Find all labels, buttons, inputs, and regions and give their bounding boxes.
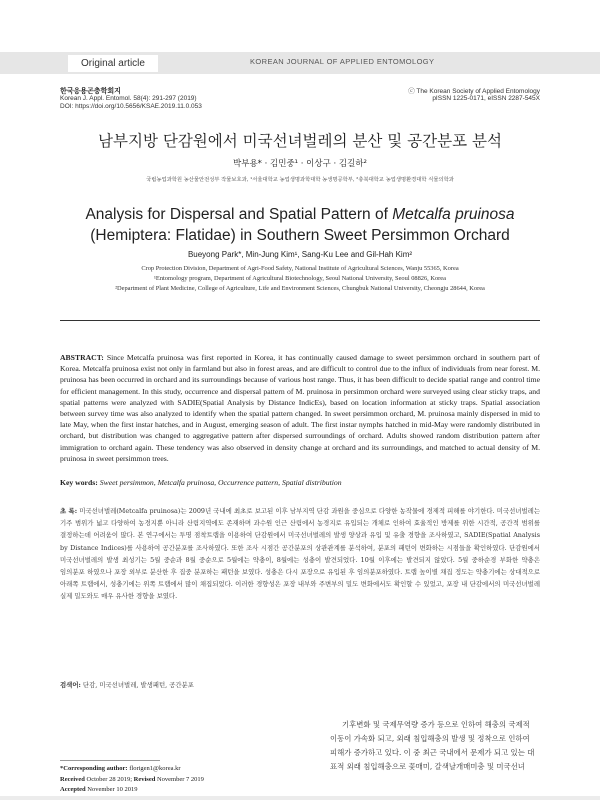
article-type-label: Original article: [68, 55, 158, 72]
abstract: [60, 352, 540, 464]
license-box: [0, 796, 600, 800]
intro-line: 이동이 가속화 되고, 외래 침입해충의 발생 및 정착으로 인하여: [330, 734, 530, 743]
korean-abstract-text: 미국선녀벌레(Metcalfa pruinosa)는 2009년 국내에 최초로 보고된 이후 남부지역 단감 과원을 중심으로 다양한 농작물에 경제적 피해를 야기한다. 미국선녀벌레는 기주 범위가 넓고 다양하여 농경지뿐 아니라 산림지역에도 존재하며 과수원 인근 산림에서 농경지로 유입되는 개체로 인하여 효율적인 방제를 위한 시간적, 공간적 범위를 결정하는데 어려움이 많다. 본 연구에서는 투명 점착트랩을 이용하여 단감원에서 미국선녀벌레의 발생 양상과 유입 및 유출 경향을 조사하였고, SADIE(Spatial Analysis by Distance Indices)를 사용하여 공간분포를 조사하였다. 또한 조사 시점간 공간분포의 상관관계를 분석하여, 분포의 패턴이 변화하는 시점들을 확인하였다. 단감원에서 미국선녀벌레의 발생 최성기는 5월 중순과 8월 중순으로 5월에는 약충이, 8월에는 성충이 발견되었다. 10월 이후에는 발견되지 않았다. 5월 중하순경 부화한 약충은 임의분포 하였으나 포장 외부로 분산한 후 집중 분포하는 패턴을 보였다. 성충은 다시 포장으로 유입된 후 임의분포하였다. 트랩 높이별 채집 정도는 약충기에는 상대적으로 아래쪽 트랩에서, 성충기에는 위쪽 트랩에서 많이 채집되었다. 이러한 경향성은 포장 내부와 주변부의 밀도 변화에서도 확인할 수 있었고, 포장 내 단감에서의 미국선녀벌레 실제 밀도와도 매우 유사한 경향을 보였다.: [60, 507, 540, 601]
received-date: October 28 2019;: [84, 776, 134, 783]
affiliation-english-1: Crop Protection Division, Department of Agri-Food Safety, National Institute of Agricultural Sciences, Wanju 55365, Korea: [141, 265, 459, 272]
authors-english: Bueyong Park*, Min-Jung Kim¹, Sang-Ku Lee and Gil-Hah Kim²: [187, 250, 413, 259]
corr-label: *Corresponding author:: [60, 765, 128, 772]
keywords-text: Sweet persimmon, Metcalfa pruinosa, Occurrence pattern, Spatial distribution: [97, 478, 342, 487]
title-prefix: Analysis for Dispersal and Spatial Pattern of: [85, 206, 393, 223]
revised-date: November 7 2019: [155, 776, 204, 783]
society-copyright: ⓒ The Korean Society of Applied Entomology: [408, 88, 540, 95]
title-english-line1: [0, 206, 600, 224]
title-english-line2: (Hemiptera: Flatidae) in Southern Sweet Persimmon Orchard: [90, 227, 510, 244]
journal-korean-name: 한국응용곤충학회지: [60, 88, 121, 95]
journal-name: KOREAN JOURNAL OF APPLIED ENTOMOLOGY: [250, 57, 435, 66]
corr-email[interactable]: florigen1@korea.kr: [127, 765, 181, 772]
section-divider: [60, 320, 540, 321]
revised-label: Revised: [133, 776, 156, 783]
affiliation-english-2: ¹Entomology program, Department of Agricultural Biotechnology, Seoul National University, Seoul 08826, Korea: [154, 275, 446, 282]
footnote-rule: [60, 760, 160, 761]
doi-link[interactable]: DOI: https://doi.org/10.5656/KSAE.2019.11.0.053: [60, 103, 202, 110]
issn: pISSN 1225-0171, eISSN 2287-545X: [432, 95, 540, 102]
introduction-text: [330, 718, 545, 774]
keywords: [60, 478, 540, 487]
intro-line: 기후변화 및 국제무역량 증가 등으로 인하여 해충의 국제적: [342, 720, 530, 729]
accepted-date: [60, 786, 137, 793]
korean-keywords: [60, 680, 540, 689]
citation-ref: Korean J. Appl. Entomol. 58(4): 291-297 (2019): [60, 95, 197, 102]
keywords-label: Key words:: [60, 478, 98, 487]
accepted-date-value: November 10 2019: [85, 786, 138, 793]
title-korean: 남부지방 단감원에서 미국선녀벌레의 분산 및 공간분포 분석: [98, 132, 502, 150]
received-label: Received: [60, 776, 85, 783]
abstract-label: ABSTRACT:: [60, 353, 104, 362]
intro-line: 표적 외래 침입해충으로 꽃매미, 갈색날개매미충 및 미국선녀: [330, 762, 525, 771]
abstract-text: Since Metcalfa pruinosa was first reported in Korea, it has continually caused damage to sweet persimmon orchard in southern part of Korea. Metcalfa pruinosa exist not only in farmland but also in forest areas, and are difficult to control due to the influx of individuals from near forest. M. pruinosa has been occurred in orchard and its surroundings because of various host range. Thus, it has been difficult to decide spatial range and control time for efficient management. In this study, occurrence and dispersal pattern of M. pruinosa in persimmon orchard were surveyed using clear sticky traps, and spatial patterns were analyzed with SADIE(Spatial Analysis by Distance IndicEs), based on location information at sticky traps. Spatial association between survey time was also analyzed to identify when the spatial pattern changed. In sweet persimmon orchard, M. pruinosa mainly dispersed in mid to late May, when the first instar hatches, and in August, emerging season of adult. The first instar nymphs hatched in mid-May were randomly distributed in orchard, but distribution was changed to aggregative pattern after dispersed surroundings of orchard. Adults showed random distribution pattern after immigration to orchard again. These tendency was also observed in density change at orchard and its surroundings, and matched to actual density of M. pruinosa in sweet persimmon trees.: [60, 353, 540, 463]
korean-abstract: [60, 505, 540, 603]
received-dates: [60, 776, 204, 783]
korean-abstract-label: 초 록:: [60, 507, 78, 515]
accepted-label: Accepted: [60, 786, 86, 793]
intro-line: 피해가 증가하고 있다. 이 중 최근 국내에서 문제가 되고 있는 대: [330, 748, 535, 757]
korean-keywords-text: 단감, 미국선녀벌레, 발생패턴, 공간분포: [80, 681, 194, 689]
corresponding-author: [60, 765, 181, 772]
title-species: Metcalfa pruinosa: [392, 206, 515, 223]
authors-korean: 박부용* · 김민중¹ · 이상구 · 김길하²: [233, 159, 367, 169]
affiliation-english-3: ²Department of Plant Medicine, College of Agriculture, Life and Environment Sciences, Chungbuk National University, Cheongju 28644, Korea: [115, 285, 485, 292]
korean-keywords-label: 검색어:: [60, 681, 81, 689]
affiliations-korean: 국립농업과학원 농산물안전성부 작물보호과, ¹서울대학교 농업생명과학대학 농생명공학부, ²충북대학교 농업생명환경대학 식물의학과: [146, 177, 454, 183]
